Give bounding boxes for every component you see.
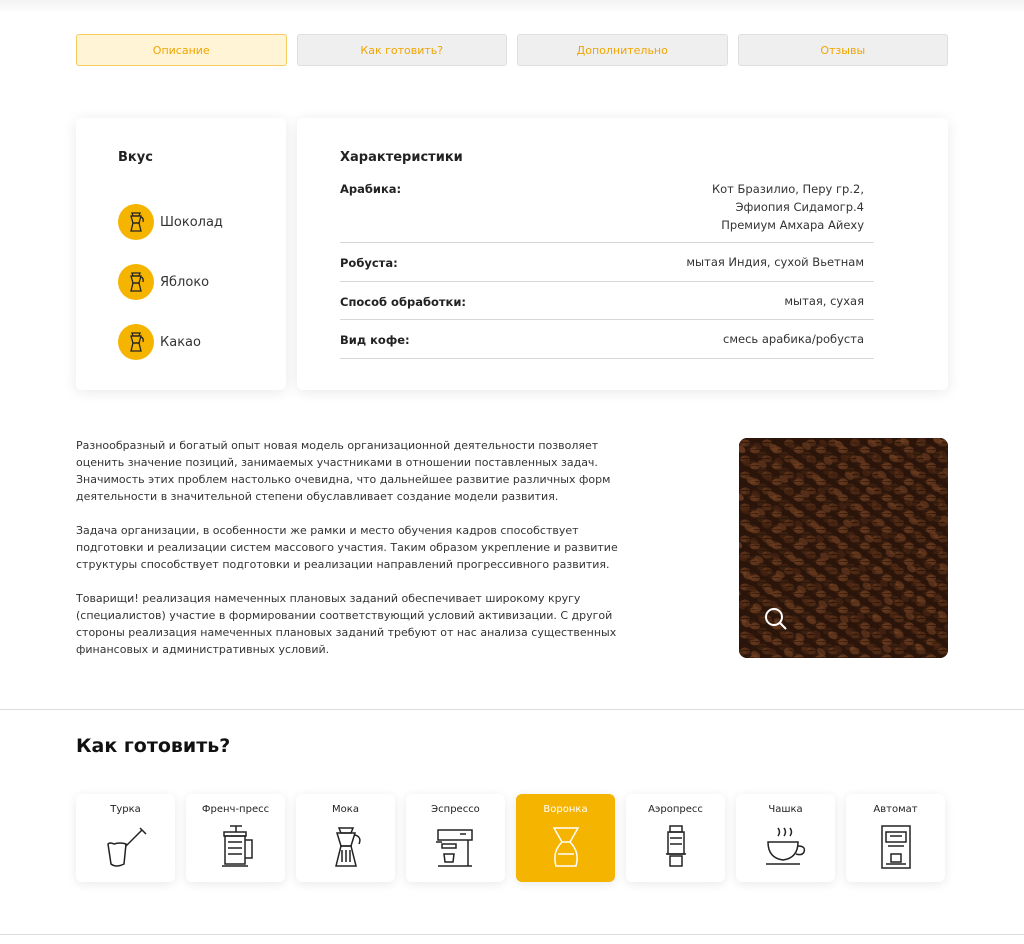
brewing-methods: [76, 794, 945, 882]
method-turka[interactable]: [76, 794, 175, 882]
method-coffee-machine[interactable]: [846, 794, 945, 882]
how-to-brew-title: Как готовить?: [76, 735, 231, 757]
method-cup[interactable]: [736, 794, 835, 882]
specs-card: [297, 118, 948, 390]
description-paragraph: Задача организации, в особенности же рамки и место обучения кадров способствует подготовки и реализации систем массового участия. Таким образом укрепление и развитие структуры способствует подготовки и реализации направлений прогрессивного развития.: [76, 524, 618, 571]
method-label: Мока: [332, 804, 359, 815]
method-label: Воронка: [543, 804, 588, 815]
tab-how-to-brew[interactable]: Как готовить?: [297, 34, 508, 66]
espresso-icon: [432, 824, 480, 870]
tab-reviews[interactable]: Отзывы: [738, 34, 949, 66]
taste-item: [118, 204, 223, 240]
method-espresso[interactable]: [406, 794, 505, 882]
product-description: [76, 437, 646, 675]
funnel-icon: [542, 824, 590, 870]
moka-pot-icon: [118, 324, 154, 360]
method-moka[interactable]: [296, 794, 395, 882]
product-tabs: [76, 34, 948, 66]
taste-item: [118, 264, 209, 300]
specs-table: [340, 180, 874, 359]
spec-row: [340, 243, 874, 282]
method-label: Автомат: [873, 804, 918, 815]
spec-value: Кот Бразилио, Перу гр.2, Эфиопия Сидамогр.4 Премиум Амхара Айеху: [711, 182, 864, 232]
method-label: Френч-пресс: [201, 804, 270, 815]
method-aeropress[interactable]: [626, 794, 725, 882]
tab-description[interactable]: Описание: [76, 34, 287, 66]
spec-row: [340, 180, 874, 243]
header-shadow: [0, 0, 1024, 14]
spec-row: [340, 320, 874, 359]
method-label: Чашка: [768, 804, 803, 815]
coffee-machine-icon: [872, 824, 920, 870]
spec-key: Арабика:: [340, 182, 402, 196]
spec-key: Робуста:: [340, 256, 398, 270]
taste-item: [118, 324, 201, 360]
taste-label: Какао: [160, 334, 201, 350]
cup-icon: [762, 824, 810, 870]
specs-title: Характеристики: [340, 150, 463, 165]
spec-key: Вид кофе:: [340, 333, 410, 347]
taste-title: Вкус: [118, 150, 153, 165]
turka-icon: [102, 824, 150, 870]
aeropress-icon: [652, 824, 700, 870]
description-paragraph: Разнообразный и богатый опыт новая модель организационной деятельности позволяет оценить значение позиций, занимаемых участниками в отношении поставленных задач. Значимость этих проблем настолько очевидна, что дальнейшее развитие различных форм деятельности в значительной степени обуславливает создание модели развития.: [76, 439, 611, 503]
method-label: Турка: [110, 804, 141, 815]
spec-value: мытая Индия, сухой Вьетнам: [686, 255, 864, 269]
moka-pot-icon: [118, 204, 154, 240]
method-french-press[interactable]: [186, 794, 285, 882]
taste-label: Шоколад: [160, 214, 223, 230]
moka-icon: [322, 824, 370, 870]
moka-pot-icon: [118, 264, 154, 300]
spec-key: Способ обработки:: [340, 294, 467, 309]
coffee-beans-photo[interactable]: [739, 438, 948, 658]
zoom-icon[interactable]: [763, 606, 789, 632]
section-divider: [0, 934, 1024, 935]
taste-label: Яблоко: [160, 274, 210, 290]
french-press-icon: [212, 824, 260, 870]
spec-value: смесь арабика/робуста: [723, 332, 864, 346]
method-funnel[interactable]: [516, 794, 615, 882]
description-paragraph: Товарищи! реализация намеченных плановых заданий обеспечивает широкому кругу (специалистов) участие в формировании соответствующий условий активизации. С другой стороны реализация намеченных плановых заданий требуют от нас анализа существенных финансовых и административных условий.: [76, 592, 617, 656]
tab-additional[interactable]: Дополнительно: [517, 34, 728, 66]
taste-card: [76, 118, 286, 390]
method-label: Аэропресс: [648, 804, 703, 815]
method-label: Эспрессо: [431, 804, 480, 815]
spec-value: мытая, сухая: [784, 293, 864, 308]
spec-row: [340, 282, 874, 320]
section-divider: [0, 709, 1024, 710]
